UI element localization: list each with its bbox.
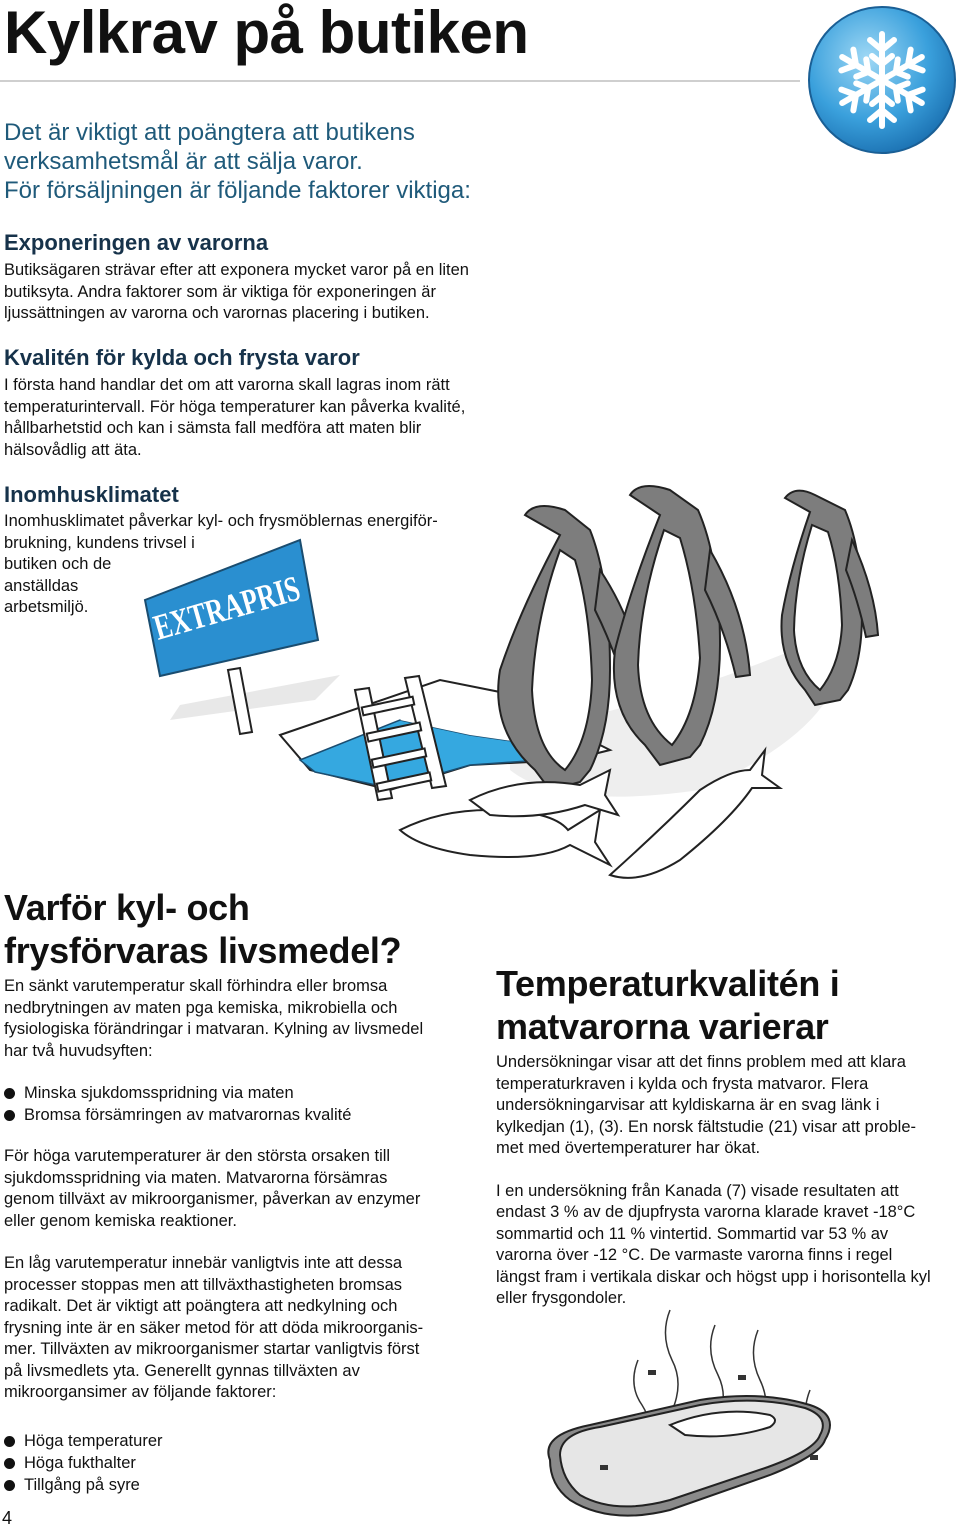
list-item: Tillgång på syre [4,1474,474,1496]
text-line: Inomhusklimatet påverkar kyl- och frysmöblernas energiför- [4,512,438,530]
paragraph [496,1052,958,1160]
section-heading-inomhus: Inomhusklimatet [4,482,179,507]
varfor-body [4,976,474,1496]
text-line: längst fram i vertikala diskar och högst upp i horisontella kyl [496,1267,931,1286]
text-line: mikroorgansimer av följande faktorer: [4,1383,277,1401]
text-line: genom tillväxt av mikroorganismer, påverkan av enzymer [4,1190,421,1208]
text-line: Butiksägaren strävar efter att exponera mycket varor på en liten [4,261,469,279]
intro-line: Det är viktigt att poängtera att butikens [4,119,415,146]
text-line: En låg varutemperatur innebär vanligtvis inte att dessa [4,1254,403,1272]
text-line: brukning, kundens trivsel i [4,533,195,552]
text-line: varorna över -12 °C. De varmaste varorna finns i regel [496,1246,893,1264]
title-divider [0,80,800,82]
section-text-kvalitet [4,375,524,461]
bullet-list [4,1082,474,1126]
list-item: Höga fukthalter [4,1452,474,1474]
text-line: butiksyta. Andra faktorer som är viktiga för exponeringen är [4,282,436,301]
text-line: arbetsmiljö. [4,598,89,616]
heading-line: Temperaturkvalitén i [496,963,840,1004]
heading-line: Varför kyl- och [4,887,250,928]
text-line: I första hand handlar det om att varorna skall lagras inom rätt [4,376,450,394]
paragraph [4,1253,474,1404]
penguin-icon [781,491,878,705]
text-line: kylkedjan (1), (3). En norsk fältstudie (21) visar att proble- [496,1117,917,1136]
text-line: endast 3 % av de djupfrysta varorna klarade kravet -18°C [496,1203,916,1221]
text-line: ljussättningen av varorna och varornas placering i butiken. [4,304,430,322]
spoiled-fish-illustration [520,1305,850,1530]
text-line: anställdas [4,576,79,595]
list-item: Höga temperaturer [4,1430,474,1452]
page-title: Kylkrav på butiken [4,0,529,66]
text-line: met med övertemperaturer har ökat. [496,1139,761,1157]
text-line: eller genom kemiska reaktioner. [4,1211,237,1230]
text-line: hälsovådlig att äta. [4,440,142,459]
penguin-illustration [140,470,880,890]
text-line: En sänkt varutemperatur skall förhindra eller bromsa [4,977,388,995]
text-line: För höga varutemperaturer är den största orsaken till [4,1147,391,1165]
intro-text [4,118,524,205]
section-heading-varfor [4,886,474,972]
bullet-list [4,1430,474,1496]
text-line: sommartid och 11 % vintertid. Sommartid var 53 % av [496,1224,889,1243]
temperatur-body [496,1052,958,1310]
paragraph [4,976,474,1062]
section-text-exponering [4,260,524,325]
page-number: 4 [2,1508,13,1528]
paragraph [4,1146,474,1232]
plate-icon [548,1396,830,1516]
text-line: butiken och de [4,555,112,573]
list-item: Minska sjukdomsspridning via maten [4,1082,474,1104]
text-line: fysiologiska förändringar i matvaran. Kylning av livsmedel [4,1020,424,1038]
text-line: temperaturkraven i kylda och frysta matvaror. Flera [496,1074,869,1093]
list-item: Bromsa försämringen av matvarornas kvalité [4,1104,474,1126]
text-line: sjukdomsspridning via maten. Matvarorna försämras [4,1168,388,1187]
section-heading-kvalitet: Kvalitén för kylda och frysta varor [4,345,360,370]
text-line: radikalt. Det är viktigt att poängtera att nedkylning och [4,1297,398,1315]
text-line: har två huvudsyften: [4,1041,153,1060]
text-line: på livsmedlets yta. Generellt gynnas tillväxten av [4,1361,360,1380]
sign-text: EXTRAPRIS [149,551,361,648]
section-heading-temperatur [496,962,956,1048]
text-line: hållbarhetstid och kan i sämsta fall medföra att maten blir [4,419,422,437]
section-heading-exponering: Exponeringen av varorna [4,230,269,255]
heading-line: matvarorna varierar [496,1006,829,1047]
heading-line: frysförvaras livsmedel? [4,930,402,971]
intro-line: verksamhetsmål är att sälja varor. [4,148,363,175]
text-line: nedbrytningen av maten pga kemiska, mikrobiella och [4,998,398,1017]
text-line: temperaturintervall. För höga temperaturer kan påverka kvalité, [4,397,466,416]
text-line: mer. Tillväxten av mikroorganismer startar vanligtvis först [4,1340,420,1358]
snowflake-icon [806,4,958,156]
text-line: Undersökningar visar att det finns problem med att klara [496,1053,906,1071]
intro-line: För försäljningen är följande faktorer viktiga: [4,177,471,204]
text-line: eller frysgondoler. [496,1289,627,1307]
text-line: undersökningarvisar att kyldiskarna är en svag länk i [496,1096,880,1114]
text-line: frysning inte är en säker metod för att döda mikroorganis- [4,1318,424,1337]
paragraph [496,1181,958,1310]
text-line: processer stoppas men att tillväxthastigheten bromsas [4,1275,403,1294]
text-line: I en undersökning från Kanada (7) visade resultaten att [496,1181,899,1200]
